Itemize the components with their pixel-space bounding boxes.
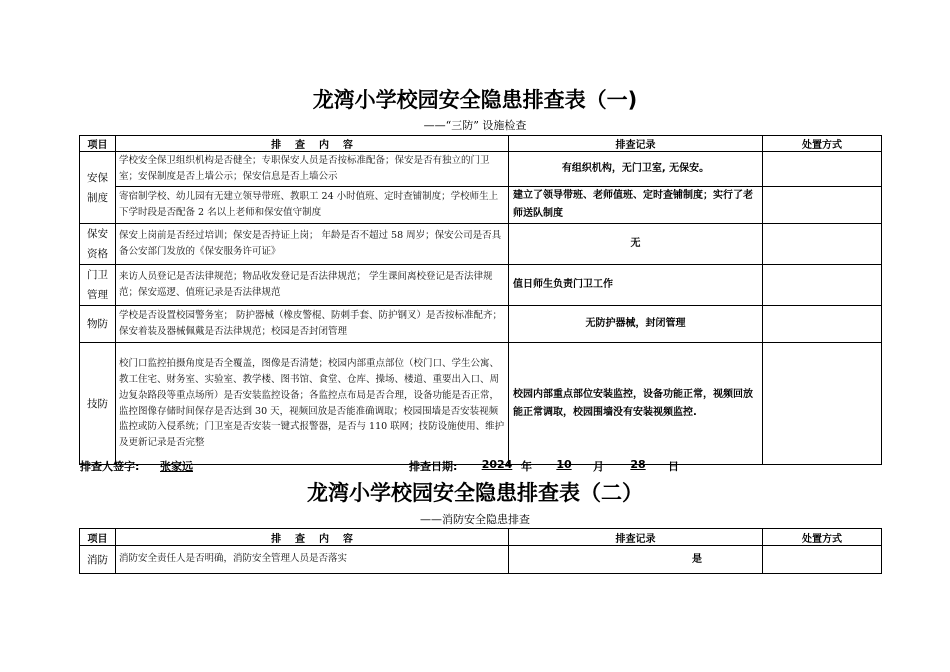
- record-cell: 是: [509, 546, 763, 574]
- header-action: 处置方式: [763, 136, 882, 152]
- date-label: 排查日期:: [409, 460, 458, 473]
- content-cell: 寄宿制学校、幼儿园有无建立领导带班、教职工 24 小时值班、定时查铺制度；学校师生上下学时段是否配备 2 名以上老师和保安值守制度: [116, 187, 509, 224]
- table-row: [80, 343, 882, 465]
- date-day-unit: 日: [668, 460, 679, 473]
- category-label: 安保 制度: [87, 171, 108, 204]
- record-cell: 建立了领导带班、老师值班、定时查铺制度；实行了老师送队制度: [509, 187, 763, 224]
- action-cell: [763, 224, 882, 265]
- category-cell: [80, 224, 116, 265]
- date-year-unit: 年: [521, 460, 532, 473]
- action-cell: [763, 187, 882, 224]
- table-row: [80, 187, 882, 224]
- header-record: 排查记录: [509, 136, 763, 152]
- signature-row: [80, 458, 880, 474]
- category-label: 物防: [87, 318, 108, 330]
- category-cell: [80, 343, 116, 465]
- header-item: 项目: [80, 136, 116, 152]
- table2-title: 龙湾小学校园安全隐患排查表（二）: [307, 481, 643, 505]
- header-record: 排查记录: [509, 529, 763, 546]
- record-cell: 校园内部重点部位安装监控，设备功能正常，视频回放能正常调取，校园围墙没有安装视频监控.: [509, 343, 763, 465]
- header-action: 处置方式: [763, 529, 882, 546]
- table1: [79, 135, 882, 465]
- action-cell: [763, 343, 882, 465]
- content-cell: 校门口监控拍摄角度是否全覆盖，图像是否清楚；校园内部重点部位（校门口、学生公寓、教工住宅、财务室、实验室、教学楼、图书馆、食堂、仓库、操场、楼道、重要出入口、周边复杂路段等重点场所）是否安装监控设备；各监控点布局是否合理，设备功能是否正常，监控图像存储时间保存是否达到 30 天，视频回放是否能准确调取；校园围墙是否安装视频监控或防入侵系统；门卫室是否安装一键式报警器，是否与 110 联网；技防设施使用、维护及更新记录是否完整: [116, 343, 509, 465]
- content-cell: 保安上岗前是否经过培训；保安是否持证上岗； 年龄是否不超过 58 周岁；保安公司是否具备公安部门发放的《保安服务许可证》: [116, 224, 509, 265]
- inspector-name: 张家远: [160, 460, 193, 473]
- action-cell: [763, 546, 882, 574]
- content-cell: 来访人员登记是否法律规范；物品收发登记是否法律规范； 学生课间离校登记是否法律规范；保安巡逻、值班记录是否法律规范: [116, 265, 509, 306]
- content-cell: 学校安全保卫组织机构是否健全；专职保安人员是否按标准配备；保安是否有独立的门卫室；安保制度是否上墙公示；保安信息是否上墙公示: [116, 152, 509, 187]
- table-row: [80, 224, 882, 265]
- record-cell: 有组织机构，无门卫室, 无保安。: [509, 152, 763, 187]
- header-content: 排 查 内 容: [116, 136, 509, 152]
- record-cell: 值日师生负责门卫工作: [509, 265, 763, 306]
- category-label: 保安 资格: [87, 228, 108, 260]
- table2: [79, 528, 882, 574]
- record-cell: 无: [509, 224, 763, 265]
- table2-header-row: [80, 529, 882, 546]
- inspector-label: 排查人签字:: [80, 460, 140, 473]
- date-month-unit: 月: [593, 460, 604, 473]
- content-cell: 学校是否设置校园警务室； 防护器械（橡皮警棍、防刺手套、防护钢叉）是否按标准配齐；保安着装及器械佩戴是否法律规范；校园是否封闭管理: [116, 306, 509, 343]
- table-row: [80, 265, 882, 306]
- category-cell: 消防: [80, 546, 116, 574]
- table1-header-row: [80, 136, 882, 152]
- category-label: 技防: [87, 397, 108, 410]
- header-item: 项目: [80, 529, 116, 546]
- table2-subtitle: ——消防安全隐患排查: [420, 513, 530, 526]
- action-cell: [763, 265, 882, 306]
- category-label: 门卫 管理: [87, 269, 108, 301]
- table1-subtitle: ——“三防” 设施检查: [423, 119, 527, 132]
- action-cell: [763, 152, 882, 187]
- table-row: [80, 546, 882, 574]
- table-row: [80, 306, 882, 343]
- table1-title: 龙湾小学校园安全隐患排查表（一): [312, 88, 638, 112]
- table-row: [80, 152, 882, 187]
- date-year: 2024: [481, 458, 513, 471]
- action-cell: [763, 306, 882, 343]
- date-month: 10: [556, 458, 572, 471]
- category-cell: [80, 306, 116, 343]
- content-cell: 消防安全责任人是否明确，消防安全管理人员是否落实: [116, 546, 509, 574]
- category-cell: [80, 152, 116, 224]
- record-cell: 无防护器械，封闭管理: [509, 306, 763, 343]
- header-content: 排 查 内 容: [116, 529, 509, 546]
- category-cell: [80, 265, 116, 306]
- date-day: 28: [630, 458, 646, 471]
